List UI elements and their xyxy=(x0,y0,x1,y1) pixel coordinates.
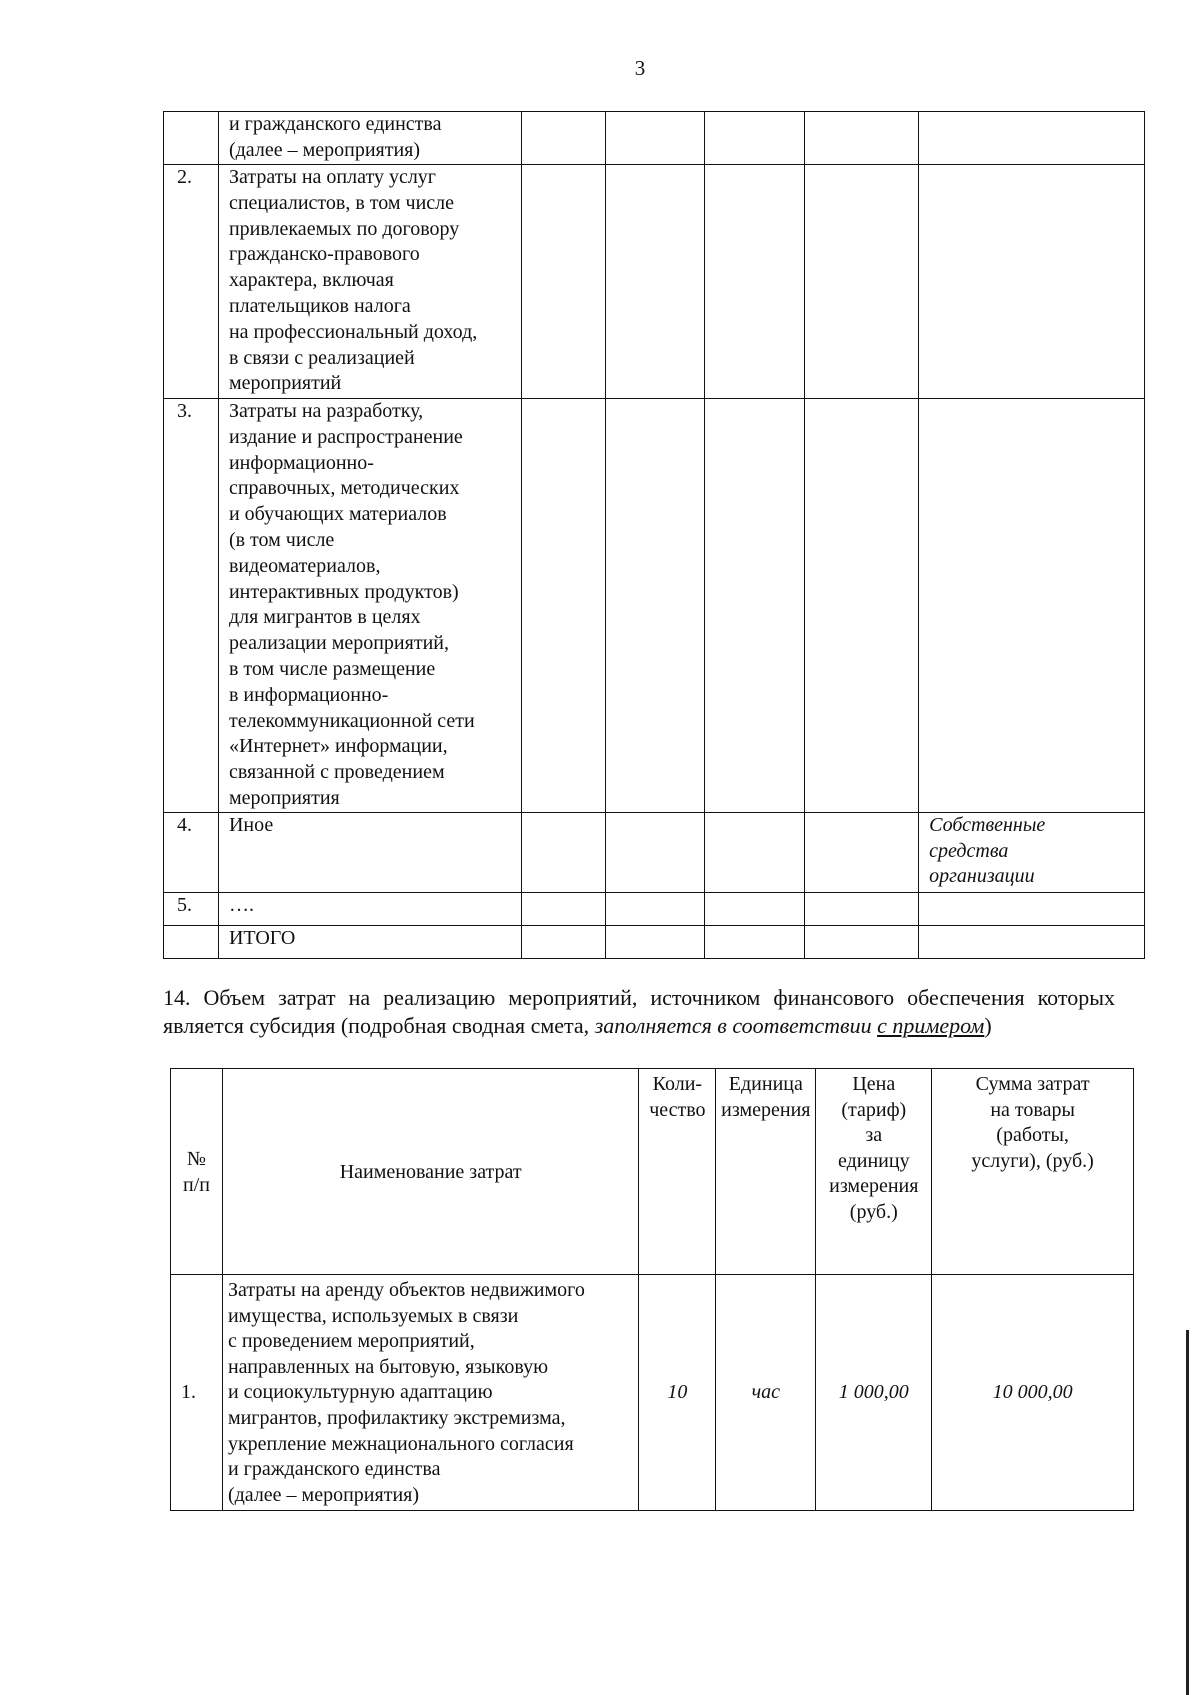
table-row xyxy=(164,165,1145,399)
row-funding-source xyxy=(919,165,1145,399)
section-14-heading: 14. Объем затрат на реализацию мероприятий, источником финансового обеспечения которых является субсидия (подробная сводная смета, заполняется в соответствии с примером) xyxy=(163,985,1115,1038)
row-funding-source: Собственные средства организации xyxy=(919,812,1145,892)
row-funding-source xyxy=(919,892,1145,925)
row-funding-source xyxy=(919,399,1145,813)
row-description: и гражданского единства (далее – мероприятия) xyxy=(218,112,521,165)
row-number: 2. xyxy=(164,165,219,399)
row-number xyxy=(164,925,219,958)
total-label: ИТОГО xyxy=(218,925,521,958)
row-quantity: 10 xyxy=(639,1275,716,1511)
costs-table xyxy=(163,111,1145,959)
row-cost-name: Затраты на аренду объектов недвижимого имущества, используемых в связи с проведением мероприятий, направленных на бытовую, языковую и социокультурную адаптацию мигрантов, профилактику экстремизма, укрепление межнационального согласия и гражданского единства (далее – мероприятия) xyxy=(222,1275,638,1511)
header-cost-name: Наименование затрат xyxy=(222,1069,638,1275)
header-quantity: Коли- чество xyxy=(639,1069,716,1275)
scan-edge-line xyxy=(1186,1330,1189,1695)
row-funding-source xyxy=(919,112,1145,165)
row-description: Иное xyxy=(218,812,521,892)
header-unit: Единица измерения xyxy=(716,1069,816,1275)
header-number: № п/п xyxy=(171,1069,223,1275)
table-row xyxy=(164,892,1145,925)
row-price: 1 000,00 xyxy=(816,1275,932,1511)
table-row xyxy=(164,399,1145,813)
table-row xyxy=(164,812,1145,892)
table-header-row xyxy=(171,1069,1134,1275)
table-row xyxy=(171,1275,1134,1511)
header-sum: Сумма затрат на товары (работы, услуги), (руб.) xyxy=(932,1069,1134,1275)
row-sum: 10 000,00 xyxy=(932,1275,1134,1511)
row-description: …. xyxy=(218,892,521,925)
row-funding-source xyxy=(919,925,1145,958)
header-price: Цена (тариф) за единицу измерения (руб.) xyxy=(816,1069,932,1275)
row-unit: час xyxy=(716,1275,816,1511)
row-number: 3. xyxy=(164,399,219,813)
table-row xyxy=(164,112,1145,165)
row-number: 4. xyxy=(164,812,219,892)
row-description: Затраты на оплату услуг специалистов, в том числе привлекаемых по договору гражданско-правового характера, включая плательщиков налога на профессиональный доход, в связи с реализацией мероприятий xyxy=(218,165,521,399)
page-number: 3 xyxy=(634,56,646,80)
table-row-total xyxy=(164,925,1145,958)
row-number: 5. xyxy=(164,892,219,925)
row-description: Затраты на разработку, издание и распространение информационно- справочных, методических и обучающих материалов (в том числе видеоматериалов, интерактивных продуктов) для мигрантов в целях реализации мероприятий, в том числе размещение в информационно- телекоммуникационной сети «Интернет» информации, связанной с проведением мероприятия xyxy=(218,399,521,813)
row-number xyxy=(164,112,219,165)
estimate-table xyxy=(170,1068,1134,1511)
row-number: 1. xyxy=(171,1275,223,1511)
